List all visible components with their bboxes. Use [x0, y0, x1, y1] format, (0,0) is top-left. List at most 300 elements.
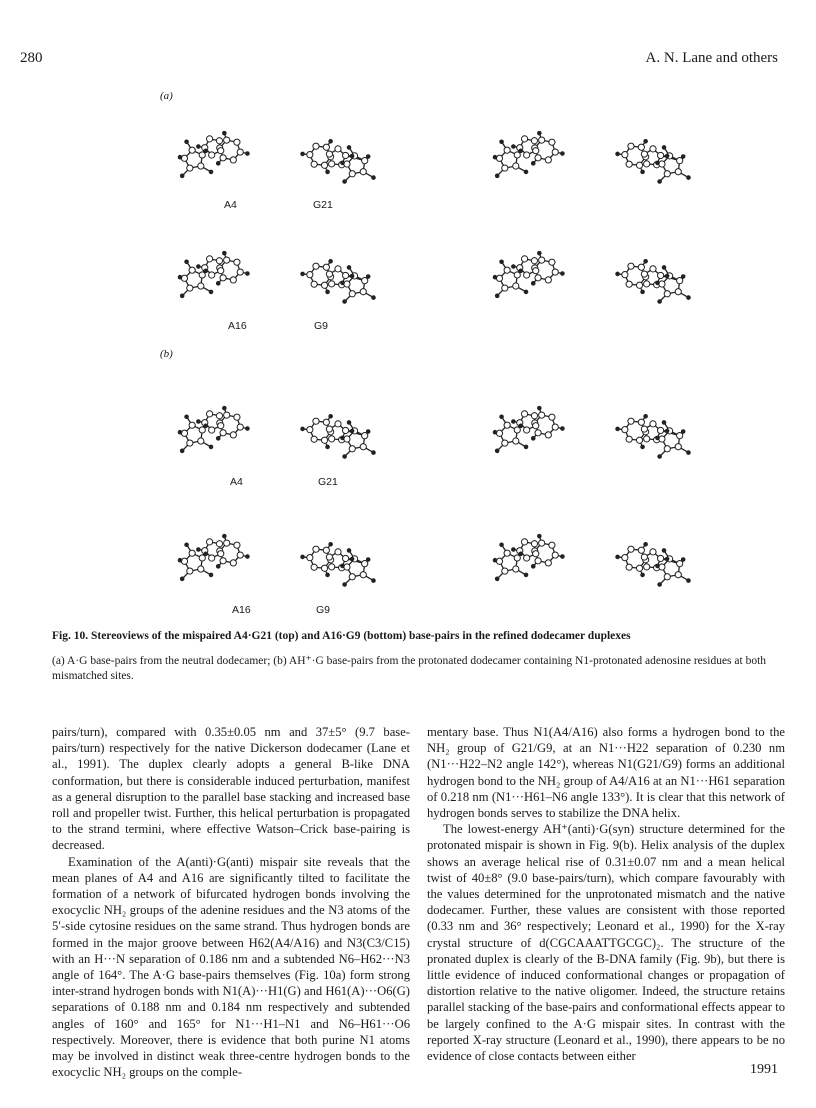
atom: [549, 259, 555, 265]
atom: [335, 549, 341, 555]
atom: [677, 278, 683, 284]
atom: [493, 558, 497, 562]
atom: [665, 429, 669, 433]
atom: [326, 554, 332, 560]
atom: [237, 149, 243, 155]
atom: [321, 282, 327, 288]
atom: [349, 446, 355, 452]
atom: [313, 263, 319, 269]
atom: [347, 146, 351, 150]
atom: [662, 549, 666, 553]
atom: [662, 146, 666, 150]
paragraph: Examination of the A(anti)·G(anti) mispair site reveals that the mean planes of A4 and A16 are significantly tilted to facilitate the formation of a network of bifurcated hydrogen bonds involving the exocyclic NH₂ groups of the adenine residues and the N3 atoms of the 5′-side cytosine residues on the same strand. Thus hydrogen bonds are formed in the major groove between H62(A4/A16) and N3(C3/C15) with an H···N separation of 0.186 nm and a subtended N6–H62···N3 angle of 164°. The A·G base-pairs themselves (Fig. 10a) form strong inter-strand hydrogen bonds with N1(A)···H1(G) and H61(A)···O6(G) separations of 0.188 nm and 0.184 nm respectively and subtended angles of 160° and 165° for N1···H1–N1 and N6–H61···O6 respectively. Moreover, there is evidence that both purine N1 atoms may be involved in distinct weak three-centre hydrogen bonds to the exocyclic NH₂ groups on the comple-: [52, 854, 410, 1080]
atom: [659, 564, 665, 570]
atom: [204, 552, 208, 556]
atom: [187, 285, 193, 291]
atom: [628, 263, 634, 269]
atom: [641, 290, 645, 294]
atom: [197, 548, 201, 552]
atom: [223, 251, 227, 255]
atom: [307, 272, 313, 278]
atom: [311, 564, 317, 570]
atom: [675, 444, 681, 450]
atom: [524, 152, 530, 158]
atom: [659, 281, 665, 287]
atom: [220, 558, 226, 564]
atom: [514, 272, 520, 278]
atom: [552, 149, 558, 155]
atom: [512, 548, 516, 552]
atom: [197, 265, 201, 269]
atom: [360, 169, 366, 175]
atom: [360, 444, 366, 450]
atom: [301, 427, 305, 431]
atom: [189, 422, 195, 428]
atom: [657, 555, 663, 561]
atom: [185, 140, 189, 144]
atom: [628, 546, 634, 552]
atom: [657, 427, 663, 433]
atom: [628, 418, 634, 424]
atom: [549, 139, 555, 145]
atom: [650, 549, 656, 555]
atom: [246, 427, 250, 431]
atom: [335, 266, 341, 272]
atom: [313, 418, 319, 424]
atom: [209, 170, 213, 174]
atom: [626, 436, 632, 442]
atom: [197, 420, 201, 424]
atom: [622, 427, 628, 433]
atom: [347, 421, 351, 425]
atom: [524, 427, 530, 433]
label-a-bottom-right: G9: [314, 320, 329, 332]
atom: [360, 572, 366, 578]
atom: [349, 574, 355, 580]
atom: [616, 555, 620, 559]
atom: [224, 137, 230, 143]
atom: [341, 436, 345, 440]
atom: [687, 176, 691, 180]
atom: [641, 151, 647, 157]
atom: [638, 264, 644, 270]
atom: [656, 281, 660, 285]
atom: [342, 427, 348, 433]
atom: [622, 555, 628, 561]
atom: [650, 266, 656, 272]
atom: [638, 419, 644, 425]
paragraph: pairs/turn), compared with 0.35±0.05 nm and 37±5° (9.7 base-pairs/turn) respectively for the native Dickerson dodecamer (Lane et al., 1991). The duplex clearly adopts a general B-like DNA conformation, but there is considerable induced perturbation, manifest as a general disruption to the parallel base stacking and increased base roll and propeller twist. Further, this helical perturbation is propagated to the strand termini, where effective Watson–Crick base-pairing is decreased.: [52, 725, 410, 853]
atom: [178, 155, 182, 159]
atom: [342, 555, 348, 561]
atom: [335, 421, 341, 427]
atom: [641, 271, 647, 277]
atom: [636, 162, 642, 168]
atom: [246, 152, 250, 156]
atom: [500, 140, 504, 144]
atom: [521, 539, 527, 545]
atom: [311, 281, 317, 287]
atom: [681, 558, 685, 562]
atom: [311, 161, 317, 167]
atom: [178, 430, 182, 434]
label-b-top-right: G21: [318, 476, 338, 488]
atom: [185, 260, 189, 264]
atom: [495, 577, 499, 581]
atom: [638, 547, 644, 553]
atom: [350, 429, 354, 433]
atom: [323, 547, 329, 553]
atom: [656, 436, 660, 440]
atom: [209, 272, 215, 278]
atom: [514, 555, 520, 561]
atom: [681, 430, 685, 434]
atom: [664, 446, 670, 452]
atom: [650, 146, 656, 152]
atom: [218, 423, 224, 429]
atom: [561, 427, 565, 431]
atom: [659, 436, 665, 442]
atom: [209, 445, 213, 449]
atom: [531, 437, 535, 441]
atom: [323, 419, 329, 425]
atom: [524, 272, 530, 278]
atom: [178, 275, 182, 279]
atom: [335, 146, 341, 152]
atom: [664, 291, 670, 297]
atom: [539, 412, 545, 418]
atom: [349, 291, 355, 297]
atom: [326, 426, 332, 432]
atom: [343, 300, 347, 304]
atom: [223, 131, 227, 135]
atom: [502, 165, 508, 171]
atom: [502, 440, 508, 446]
atom: [307, 152, 313, 158]
atom: [329, 281, 335, 287]
atom: [495, 174, 499, 178]
atom: [545, 277, 551, 283]
atom: [326, 573, 330, 577]
atom: [326, 151, 332, 157]
atom: [539, 540, 545, 546]
atom: [495, 294, 499, 298]
atom: [180, 294, 184, 298]
atom: [665, 274, 669, 278]
atom: [350, 154, 354, 158]
atom: [198, 438, 204, 444]
atom: [500, 260, 504, 264]
atom: [533, 148, 539, 154]
atom: [216, 162, 220, 166]
atom: [519, 424, 523, 428]
atom: [216, 541, 222, 547]
atom: [519, 552, 523, 556]
label-b-bottom-right: G9: [316, 604, 331, 616]
atom: [538, 131, 542, 135]
atom: [347, 549, 351, 553]
atom: [641, 445, 645, 449]
atom: [538, 406, 542, 410]
atom: [533, 551, 539, 557]
atom: [545, 432, 551, 438]
atom: [209, 555, 215, 561]
atom: [206, 136, 212, 142]
atom: [350, 557, 354, 561]
atom: [677, 158, 683, 164]
atom: [512, 145, 516, 149]
atom: [656, 564, 660, 568]
molecule-drawings: [178, 131, 690, 586]
atom: [224, 412, 230, 418]
atom: [313, 143, 319, 149]
atom: [230, 157, 236, 163]
atom: [641, 554, 647, 560]
atom: [662, 421, 666, 425]
atom: [362, 278, 368, 284]
atom: [218, 551, 224, 557]
atom: [220, 275, 226, 281]
atom: [524, 170, 528, 174]
running-head: A. N. Lane and others: [645, 50, 778, 66]
atom: [665, 154, 669, 158]
atom: [329, 542, 333, 546]
atom: [199, 272, 205, 278]
atom: [313, 546, 319, 552]
atom: [504, 422, 510, 428]
atom: [209, 427, 215, 433]
label-a-top-right: G21: [313, 199, 333, 211]
atom: [535, 430, 541, 436]
atom: [216, 138, 222, 144]
atom: [323, 144, 329, 150]
atom: [181, 558, 187, 564]
atom: [223, 534, 227, 538]
atom: [675, 169, 681, 175]
atom: [538, 534, 542, 538]
atom: [657, 272, 663, 278]
atom: [237, 269, 243, 275]
atom: [658, 300, 662, 304]
atom: [500, 415, 504, 419]
atom: [539, 137, 545, 143]
atom: [658, 180, 662, 184]
atom: [199, 427, 205, 433]
atom: [641, 426, 647, 432]
atom: [552, 269, 558, 275]
atom: [326, 290, 330, 294]
atom: [636, 282, 642, 288]
atom: [180, 449, 184, 453]
atom: [521, 136, 527, 142]
atom: [636, 437, 642, 443]
atom: [677, 561, 683, 567]
atom: [237, 424, 243, 430]
text-column-left: [52, 724, 410, 1080]
footer-year: 1991: [750, 1062, 778, 1077]
atom: [622, 152, 628, 158]
atom: [644, 542, 648, 546]
atom: [204, 269, 208, 273]
atom: [549, 542, 555, 548]
atom: [519, 149, 523, 153]
atom: [234, 259, 240, 265]
paragraph: mentary base. Thus N1(A4/A16) also forms a hydrogen bond to the NH₂ group of G21/G9, at an N1···H22 separation of 0.230 nm (N1···H22–N2 angle 142°), whereas N1(G21/G9) forms an additional hydrogen bond to the NH₂ group of A4/A16 at an N1···H61 separation of 0.218 nm (N1···H61–N6 angle 133°). It is clear that this network of hydrogen bonds serves to stabilize the DNA helix.: [427, 725, 785, 821]
atom: [626, 281, 632, 287]
atom: [230, 432, 236, 438]
atom: [561, 152, 565, 156]
atom: [521, 256, 527, 262]
atom: [246, 272, 250, 276]
atom: [189, 550, 195, 556]
atom: [343, 180, 347, 184]
atom: [626, 161, 632, 167]
atom: [230, 277, 236, 283]
atom: [616, 427, 620, 431]
atom: [531, 258, 537, 264]
atom: [644, 139, 648, 143]
panel-b-label: (b): [160, 348, 173, 360]
atom: [519, 269, 523, 273]
atom: [493, 275, 497, 279]
atom: [644, 259, 648, 263]
atom: [513, 283, 519, 289]
atom: [187, 165, 193, 171]
atom: [349, 171, 355, 177]
atom: [616, 272, 620, 276]
atom: [524, 445, 528, 449]
atom: [681, 275, 685, 279]
atom: [504, 147, 510, 153]
atom: [658, 583, 662, 587]
atom: [650, 421, 656, 427]
label-a-top-left: A4: [224, 199, 237, 211]
atom: [362, 433, 368, 439]
atom: [234, 542, 240, 548]
atom: [496, 430, 502, 436]
atom: [342, 272, 348, 278]
label-b-top-left: A4: [230, 476, 243, 488]
atom: [502, 568, 508, 574]
atom: [206, 539, 212, 545]
atom: [372, 296, 376, 300]
atom: [329, 259, 333, 263]
atom: [216, 565, 220, 569]
atom: [329, 564, 335, 570]
atom: [644, 414, 648, 418]
label-a-bottom-left: A16: [228, 320, 247, 332]
atom: [496, 558, 502, 564]
atom: [493, 430, 497, 434]
atom: [549, 414, 555, 420]
atom: [311, 436, 317, 442]
atom: [687, 579, 691, 583]
atom: [185, 415, 189, 419]
atom: [216, 282, 220, 286]
figure-caption-body: (a) A·G base-pairs from the neutral dodecamer; (b) AH⁺·G base-pairs from the protonated dodecamer containing N1-protonated adenosine residues at both mismatched sites.: [52, 655, 767, 682]
atom: [681, 155, 685, 159]
atom: [535, 275, 541, 281]
atom: [187, 440, 193, 446]
atom: [206, 256, 212, 262]
atom: [638, 144, 644, 150]
atom: [321, 565, 327, 571]
atom: [664, 171, 670, 177]
page-number: 280: [20, 50, 43, 66]
atom: [366, 155, 370, 159]
atom: [224, 257, 230, 263]
atom: [535, 558, 541, 564]
atom: [178, 558, 182, 562]
atom: [341, 564, 345, 568]
atom: [552, 552, 558, 558]
atom: [329, 436, 335, 442]
atom: [234, 414, 240, 420]
atom: [500, 543, 504, 547]
atom: [687, 451, 691, 455]
atom: [628, 143, 634, 149]
atom: [626, 564, 632, 570]
atom: [218, 268, 224, 274]
atom: [372, 176, 376, 180]
atom: [206, 411, 212, 417]
atom: [366, 558, 370, 562]
atom: [495, 449, 499, 453]
atom: [181, 155, 187, 161]
atom: [657, 152, 663, 158]
atom: [538, 251, 542, 255]
atom: [362, 158, 368, 164]
atom: [344, 436, 350, 442]
atom: [185, 543, 189, 547]
atom: [504, 267, 510, 273]
atom: [675, 572, 681, 578]
atom: [341, 281, 345, 285]
atom: [561, 555, 565, 559]
atom: [664, 574, 670, 580]
atom: [216, 437, 220, 441]
atom: [341, 161, 345, 165]
atom: [329, 414, 333, 418]
atom: [362, 561, 368, 567]
atom: [644, 161, 650, 167]
atom: [350, 274, 354, 278]
atom: [198, 283, 204, 289]
atom: [545, 560, 551, 566]
atom: [561, 272, 565, 276]
atom: [531, 413, 537, 419]
atom: [372, 451, 376, 455]
atom: [321, 162, 327, 168]
text-column-right: [427, 724, 785, 1064]
atom: [496, 155, 502, 161]
atom: [665, 557, 669, 561]
atom: [659, 161, 665, 167]
atom: [198, 566, 204, 572]
atom: [512, 420, 516, 424]
atom: [329, 139, 333, 143]
atom: [343, 455, 347, 459]
atom: [329, 161, 335, 167]
atom: [521, 411, 527, 417]
atom: [198, 163, 204, 169]
atom: [220, 155, 226, 161]
atom: [224, 540, 230, 546]
atom: [181, 275, 187, 281]
atom: [344, 281, 350, 287]
atom: [326, 170, 330, 174]
atom: [216, 258, 222, 264]
